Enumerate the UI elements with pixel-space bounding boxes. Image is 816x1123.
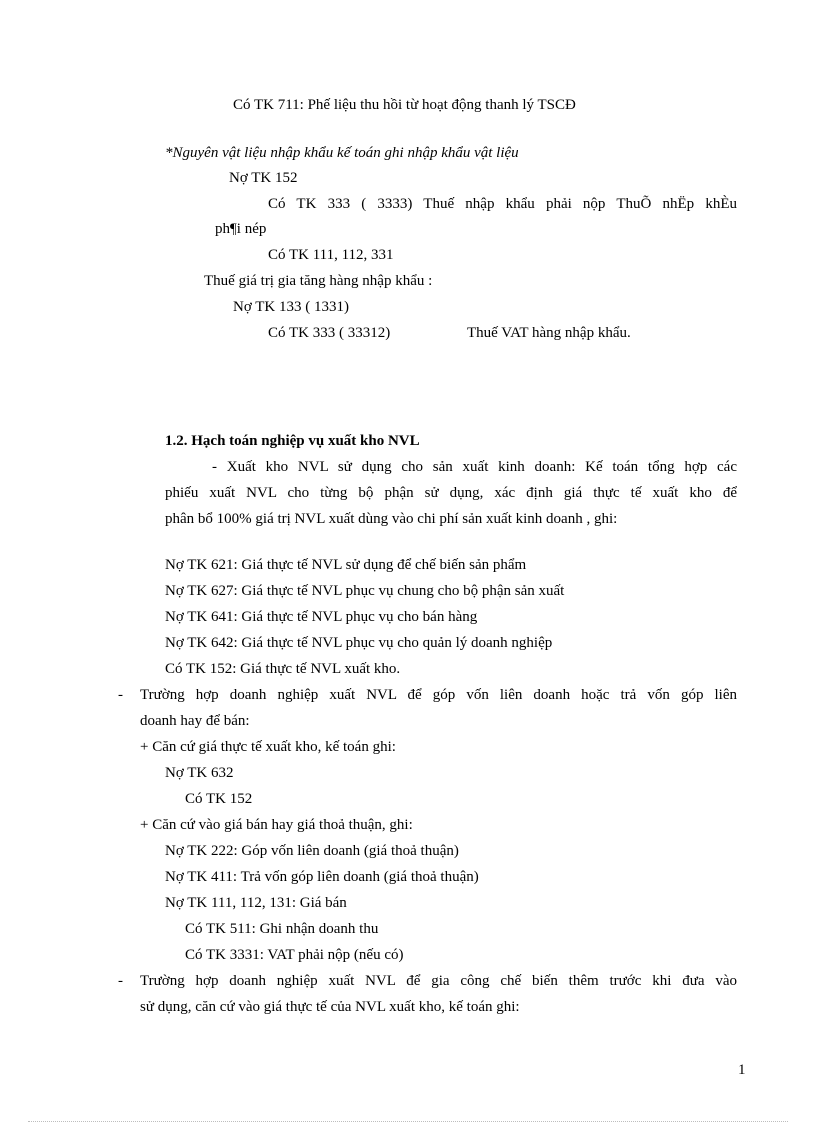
journal-entry: Có TK 3331: VAT phải nộp (nếu có) (185, 947, 404, 963)
journal-entry: Nợ TK 222: Góp vốn liên doanh (giá thoả thuận) (165, 843, 459, 859)
journal-entry: Nợ TK 642: Giá thực tế NVL phục vụ cho quản lý doanh nghiệp (165, 635, 553, 651)
journal-entry: Nợ TK 411: Trả vốn góp liên doanh (giá thoả thuận) (165, 869, 479, 885)
bullet-dash: - (118, 687, 123, 703)
text-line: Có TK 111, 112, 331 (268, 247, 394, 263)
journal-entry: Nợ TK 627: Giá thực tế NVL phục vụ chung cho bộ phận sản xuất (165, 583, 565, 599)
text-line: Thuế VAT hàng nhập khẩu. (467, 325, 631, 341)
bullet-line: doanh hay để bán: (140, 713, 250, 729)
journal-entry: Nợ TK 111, 112, 131: Giá bán (165, 895, 347, 911)
text-line: Có TK 333 ( 33312) (268, 325, 391, 341)
journal-entry: Có TK 152 (185, 791, 253, 807)
paragraph-line: phiếu xuất NVL cho từng bộ phận sử dụng, xác định giá thực tế xuất kho để (165, 485, 737, 501)
paragraph-line: phân bổ 100% giá trị NVL xuất dùng vào chi phí sản xuất kinh doanh , ghi: (165, 511, 618, 527)
page-edge-divider (28, 1121, 788, 1122)
text-line: Thuế giá trị gia tăng hàng nhập khẩu : (204, 273, 433, 289)
journal-entry: Có TK 511: Ghi nhận doanh thu (185, 921, 379, 937)
journal-entry: Nợ TK 641: Giá thực tế NVL phục vụ cho bán hàng (165, 609, 478, 625)
text-line: Có TK 333 ( 3333) Thuế nhập khẩu phải nộp ThuÕ nhËp khÈu (268, 196, 737, 212)
journal-entry: Nợ TK 632 (165, 765, 234, 781)
page-number: 1 (738, 1062, 746, 1078)
bullet-dash: - (118, 973, 123, 989)
bullet-line: sử dụng, căn cứ vào giá thực tế của NVL xuất kho, kế toán ghi: (140, 999, 520, 1015)
paragraph-line: - Xuất kho NVL sử dụng cho sản xuất kinh doanh: Kế toán tổng hợp các (212, 459, 737, 475)
text-line: Nợ TK 152 (229, 170, 298, 186)
sub-item: + Căn cứ vào giá bán hay giá thoả thuận, ghi: (140, 817, 413, 833)
bullet-line: Trường hợp doanh nghiệp xuất NVL để gia công chế biến thêm trước khi đưa vào (140, 973, 737, 989)
bullet-line: Trường hợp doanh nghiệp xuất NVL để góp vốn liên doanh hoặc trả vốn góp liên (140, 687, 737, 703)
section-heading: 1.2. Hạch toán nghiệp vụ xuất kho NVL (165, 433, 420, 449)
journal-entry: Nợ TK 621: Giá thực tế NVL sử dụng để chế biến sản phẩm (165, 557, 527, 573)
italic-note: *Nguyên vật liệu nhập khẩu kế toán ghi nhập khẩu vật liệu (165, 145, 519, 161)
text-line: ph¶i nép (215, 221, 267, 237)
text-line: Có TK 711: Phế liệu thu hồi từ hoạt động thanh lý TSCĐ (233, 97, 576, 113)
sub-item: + Căn cứ giá thực tế xuất kho, kế toán ghi: (140, 739, 396, 755)
journal-entry: Có TK 152: Giá thực tế NVL xuất kho. (165, 661, 401, 677)
text-line: Nợ TK 133 ( 1331) (233, 299, 349, 315)
